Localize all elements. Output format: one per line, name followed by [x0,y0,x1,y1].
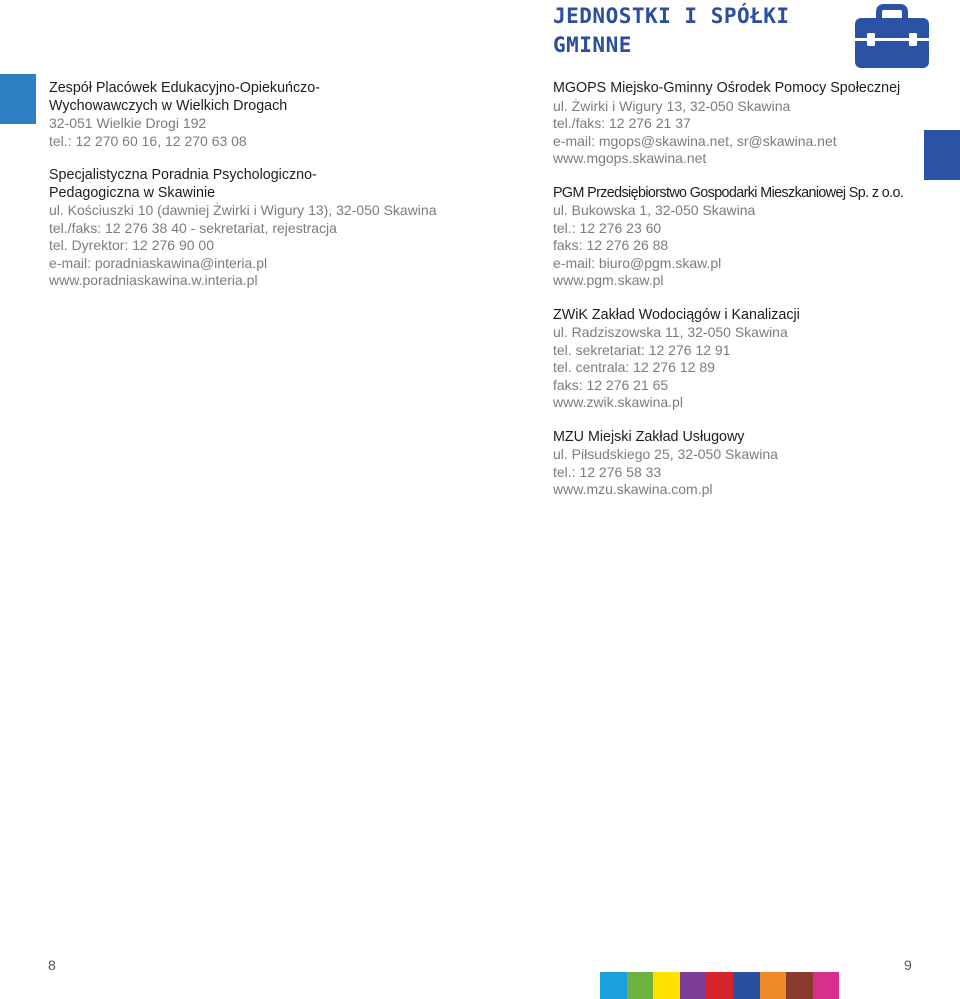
entry-link[interactable]: www.pgm.skaw.pl [553,272,664,288]
contact-entry [553,307,923,412]
left-accent-tab [0,74,36,124]
color-strip-swatch [680,972,707,999]
section-title: JEDNOSTKI I SPÓŁKI GMINNE [553,4,790,57]
color-strip-swatch [813,972,840,999]
entry-link[interactable]: www.poradniaskawina.w.interia.pl [49,272,258,288]
entry-name: ZWiK Zakład Wodociągów i Kanalizacji [553,306,800,323]
entry-link[interactable]: e-mail: poradniaskawina@interia.pl [49,254,268,271]
entry-detail: tel./faks: 12 276 38 40 - sekretariat, rejestracja [49,219,337,236]
entry-detail: tel.: 12 276 58 33 [553,463,662,480]
contact-entry [49,80,449,150]
contact-entry [553,429,923,499]
entry-detail: 32-051 Wielkie Drogi 192 [49,115,207,131]
color-strip-swatch [600,972,627,999]
color-strip-swatch [760,972,787,999]
entry-detail: faks: 12 276 21 65 [553,376,669,393]
contact-entry [553,80,923,168]
right-accent-tab [924,130,960,180]
color-strip-swatch [653,972,680,999]
entry-name: MZU Miejski Zakład Usługowy [553,428,745,445]
entry-detail: ul. Kościuszki 10 (dawniej Żwirki i Wigury 13), 32-050 Skawina [49,202,437,218]
entry-detail: tel. centrala: 12 276 12 89 [553,359,715,375]
color-strip-swatch [706,972,733,999]
entry-link[interactable]: e-mail: biuro@pgm.skaw.pl [553,254,722,271]
entry-link[interactable]: www.mgops.skawina.net [553,150,707,166]
entry-link[interactable]: e-mail: mgops@skawina.net, sr@skawina.net [553,132,837,149]
entry-link[interactable]: www.zwik.skawina.pl [553,394,683,410]
entry-detail: ul. Piłsudskiego 25, 32-050 Skawina [553,446,778,462]
color-strip-swatch [733,972,760,999]
entry-link[interactable]: www.mzu.skawina.com.pl [553,481,713,497]
entry-detail: tel./faks: 12 276 21 37 [553,115,691,131]
entry-detail: faks: 12 276 26 88 [553,237,669,253]
entry-detail: ul. Żwirki i Wigury 13, 32-050 Skawina [553,97,791,114]
entry-name: Zespół Placówek Edukacyjno-Opiekuńczo- Wychowawczych w Wielkich Drogach [49,80,320,114]
right-column [553,80,923,516]
entry-detail: ul. Radziszowska 11, 32-050 Skawina [553,324,788,340]
entry-detail: ul. Bukowska 1, 32-050 Skawina [553,202,756,218]
page-number-left: 8 [48,957,56,973]
color-strip-swatch [786,972,813,999]
entry-detail: tel.: 12 270 60 16, 12 270 63 08 [49,132,247,149]
contact-entry [553,185,923,290]
entry-detail: tel. sekretariat: 12 276 12 91 [553,341,731,358]
entry-detail: tel.: 12 276 23 60 [553,219,662,236]
entry-name: PGM Przedsiębiorstwo Gospodarki Mieszkaniowej Sp. z o.o. [553,184,904,201]
page-number-right: 9 [904,957,912,973]
entry-name: Specjalistyczna Poradnia Psychologiczno- Pedagogiczna w Skawinie [49,167,317,201]
entry-detail: tel. Dyrektor: 12 276 90 00 [49,237,214,253]
briefcase-icon [852,4,932,70]
entry-name: MGOPS Miejsko-Gminny Ośrodek Pomocy Społecznej [553,80,901,96]
left-column [49,80,449,307]
contact-entry [49,167,449,290]
color-strip-swatch [627,972,654,999]
color-strip [600,972,839,999]
